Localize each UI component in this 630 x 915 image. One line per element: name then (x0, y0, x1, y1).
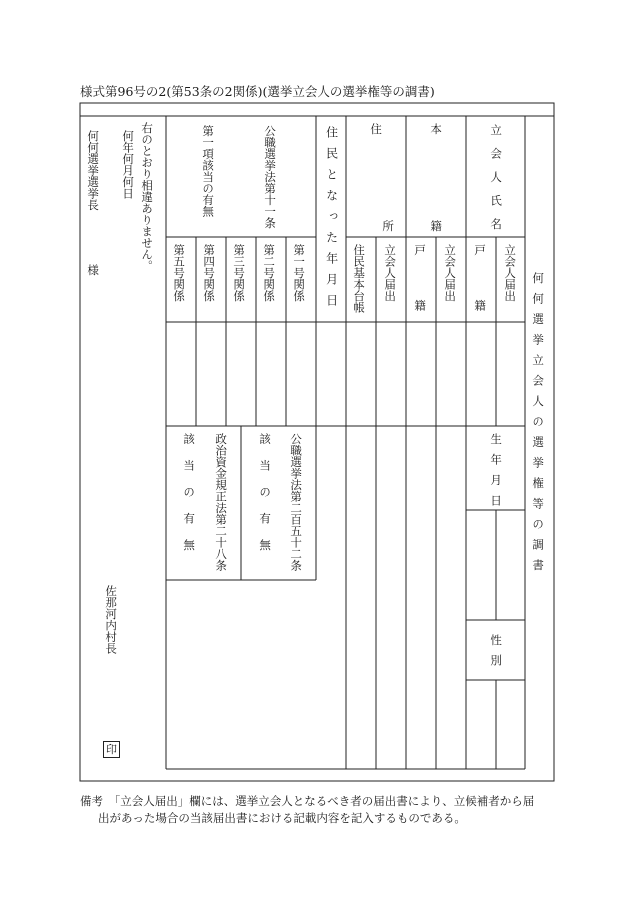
addressee-title: 何何選挙選挙長 (86, 130, 101, 211)
address-basic-register-header: 住民基本台帳 (352, 244, 367, 313)
birth-date-header: 生年月日 (489, 433, 504, 515)
address-header-bottom: 所 (381, 220, 396, 232)
article11-group-header: 公職選挙法第十一条 (263, 125, 278, 229)
certification-statement: 右のとおり相違ありません。 (140, 122, 155, 272)
addressee-sama: 様 (86, 264, 101, 276)
domicile-observer-filing-header: 立会人届出 (443, 244, 458, 302)
relation-4-header: 第四号関係 (202, 244, 217, 302)
article252-applicable-header: 該当の有無 (258, 433, 273, 566)
certification-date: 何年何月何日 (121, 130, 136, 199)
relation-2-header: 第二号関係 (262, 244, 277, 302)
name-observer-filing-header: 立会人届出 (503, 244, 518, 302)
item1-applicable-header: 第一項該当の有無 (201, 125, 216, 217)
sex-header: 性別 (489, 634, 504, 675)
remarks-line-2: 出があった場合の当該届出書における記載内容を記入するものである。 (98, 811, 466, 825)
article28-header: 政治資金規正法第二十八条 (214, 433, 229, 571)
relation-1-header: 第一号関係 (292, 244, 307, 302)
article28-applicable-header: 該当の有無 (182, 433, 197, 566)
name-family-register-header: 戸籍 (473, 244, 488, 355)
domicile-header-top: 本 (429, 123, 444, 135)
right-document-title: 何何選挙立会人の選挙権等の調書 (531, 272, 546, 580)
observer-name-header: 立会人氏名 (489, 124, 504, 242)
address-header-top: 住 (369, 123, 384, 135)
domicile-header-bottom: 籍 (429, 220, 444, 232)
address-observer-filing-header: 立会人届出 (383, 244, 398, 302)
article252-header: 公職選挙法第二百五十二条 (289, 433, 304, 571)
relation-5-header: 第五号関係 (172, 244, 187, 302)
remarks-line-1: 備考 「立会人届出」欄には、選挙立会人となるべき者の届出書により、立候補者から届 (80, 794, 535, 808)
relation-3-header: 第三号関係 (232, 244, 247, 302)
form-title: 様式第96号の2(第53条の2関係)(選挙立会人の選挙権等の調書) (80, 84, 435, 99)
resident-date-header: 住民となった年月日 (324, 126, 339, 315)
domicile-family-register-header: 戸籍 (413, 244, 428, 355)
issuer-name: 佐那河内村長 (104, 585, 119, 654)
seal-stamp: 印 (103, 741, 120, 758)
